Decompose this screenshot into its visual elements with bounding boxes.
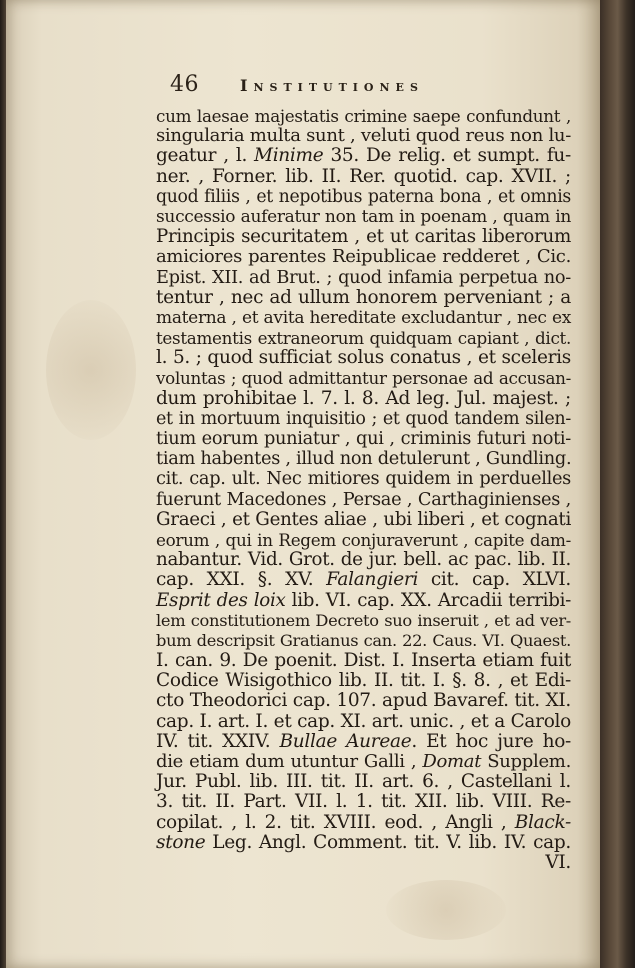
text-segment: Graeci , et Gentes aliae , ubi liberi , et cognati — [156, 508, 571, 530]
text-segment: Leg. Angl. Comment. tit. V. lib. IV. cap. — [205, 831, 571, 853]
text-line — [156, 389, 571, 409]
text-line — [156, 469, 571, 489]
text-line — [156, 792, 571, 812]
text-segment: Supplem. — [481, 751, 571, 772]
italic-text: Minime — [254, 145, 324, 167]
paper-stain — [386, 880, 506, 940]
text-line — [156, 167, 571, 187]
text-segment: 3. tit. II. Part. VII. l. 1. tit. XII. lib. VIII. Re- — [156, 791, 571, 813]
text-line — [156, 570, 571, 590]
text-line — [156, 691, 571, 711]
text-segment: Jur. Publ. lib. III. tit. II. art. 6. , Castellani l. — [156, 771, 571, 793]
text-line — [156, 813, 571, 833]
body-text — [156, 106, 571, 873]
text-segment: IV. tit. XXIV. — [156, 730, 280, 752]
text-segment: voluntas ; quod admittantur personae ad accusan- — [156, 368, 571, 389]
text-segment: dum prohibitae l. 7. l. 8. Ad leg. Jul. majest. ; — [156, 387, 571, 409]
text-segment: Epist. XII. ad Brut. ; quod infamia perpetua no- — [156, 267, 571, 288]
text-segment: testamentis extraneorum quidquam capiant , dict. — [156, 328, 571, 349]
text-line — [156, 591, 571, 611]
text-segment: ner. , Forner. lib. II. Rer. quotid. cap. XVII. ; — [156, 165, 571, 187]
text-segment: tium eorum puniatur , qui , criminis futuri noti- — [156, 429, 571, 449]
text-segment: quod filiis , et nepotibus paterna bona , et omnis — [156, 186, 571, 207]
text-line — [156, 530, 571, 550]
italic-text: stone — [156, 831, 206, 853]
page-stack-edge — [600, 0, 635, 968]
text-segment: fuerunt Macedones , Persae , Carthaginienses , — [156, 489, 571, 510]
text-segment: cto Theodorici cap. 107. apud Bavaref. tit. XI. — [156, 690, 571, 712]
text-line — [156, 712, 571, 732]
text-line — [156, 247, 571, 267]
text-line — [156, 126, 571, 146]
text-line — [156, 611, 571, 631]
text-line — [156, 348, 571, 368]
text-segment: cum laesae majestatis crimine saepe confundunt , — [156, 106, 571, 126]
italic-text: Falangieri — [326, 569, 419, 591]
text-line — [156, 671, 571, 691]
italic-text: Black- — [514, 811, 571, 833]
text-line — [156, 490, 571, 510]
text-line — [156, 106, 571, 126]
text-segment: eorum , qui in Regem conjuraverunt , capite dam- — [156, 529, 571, 550]
text-line — [156, 368, 571, 388]
text-segment: cap. XXI. §. XV. — [156, 569, 327, 591]
text-line — [156, 510, 571, 530]
text-line — [156, 631, 571, 651]
text-line — [156, 146, 571, 166]
text-segment: amiciores parentes Reipublicae redderet , Cic. — [156, 246, 571, 268]
text-line — [156, 187, 571, 207]
text-line — [156, 429, 571, 449]
text-segment: et in mortuum inquisitio ; et quod tandem silen- — [156, 408, 571, 429]
text-line — [156, 550, 571, 570]
text-line — [156, 853, 571, 873]
text-segment: lem constitutionem Decreto suo inseruit , et ad ver- — [156, 610, 571, 630]
page-header — [170, 70, 500, 106]
text-line — [156, 207, 571, 227]
text-line — [156, 732, 571, 752]
page-number: 46 — [170, 72, 199, 97]
paper-stain — [46, 300, 136, 440]
text-line — [156, 409, 571, 429]
text-line — [156, 268, 571, 288]
text-line — [156, 288, 571, 308]
text-segment: . Et hoc jure ho- — [411, 730, 571, 752]
text-line — [156, 752, 571, 772]
text-segment: VI. — [545, 851, 571, 873]
text-line — [156, 651, 571, 671]
text-segment: cap. I. art. I. et cap. XI. art. unic. , et a Carolo — [156, 710, 571, 732]
italic-text: Domat — [422, 751, 482, 772]
text-segment: materna , et avita hereditate excludantur , nec ex — [156, 307, 571, 328]
text-segment: cit. cap. XLVI. — [418, 569, 571, 591]
text-line — [156, 833, 571, 853]
text-segment: die etiam dum utuntur Galli , — [156, 751, 423, 772]
text-segment: copilat. , l. 2. tit. XVIII. eod. , Angli , — [156, 811, 515, 833]
text-line — [156, 772, 571, 792]
italic-text: Bullae Aureae — [279, 730, 412, 752]
text-line — [156, 308, 571, 328]
text-segment: 35. De relig. et sumpt. fu- — [323, 145, 571, 167]
text-line — [156, 449, 571, 469]
text-segment: lib. VI. cap. XX. Arcadii terribi- — [285, 589, 572, 611]
text-segment: successio auferatur non tam in poenam , quam in — [156, 206, 571, 227]
text-segment: l. 5. ; quod sufficiat solus conatus , et sceleris — [156, 347, 571, 369]
text-segment: tiam habentes , illud non detulerunt , Gundling. — [156, 449, 572, 470]
text-segment: I. can. 9. De poenit. Dist. I. Inserta etiam fuit — [156, 650, 571, 672]
italic-text: Esprit des loix — [156, 589, 286, 611]
text-segment: tentur , nec ad ullum honorem perveniant ; a — [156, 286, 571, 308]
text-segment: cit. cap. ult. Nec mitiores quidem in perduelles — [156, 469, 571, 490]
text-segment: nabantur. Vid. Grot. de jur. bell. ac pac. lib. II. — [156, 549, 571, 571]
text-line — [156, 328, 571, 348]
text-line — [156, 227, 571, 247]
text-segment: Codice Wisigothico lib. II. tit. I. §. 8. , et Edi- — [156, 670, 571, 692]
text-segment: geatur , l. — [156, 145, 255, 167]
text-segment: bum descripsit Gratianus can. 22. Caus. VI. Quaest. — [156, 630, 571, 650]
text-segment: Principis securitatem , et ut caritas liberorum — [156, 226, 571, 248]
text-segment: singularia multa sunt , veluti quod reus non lu- — [156, 125, 571, 147]
running-title: Institutiones — [240, 76, 424, 95]
